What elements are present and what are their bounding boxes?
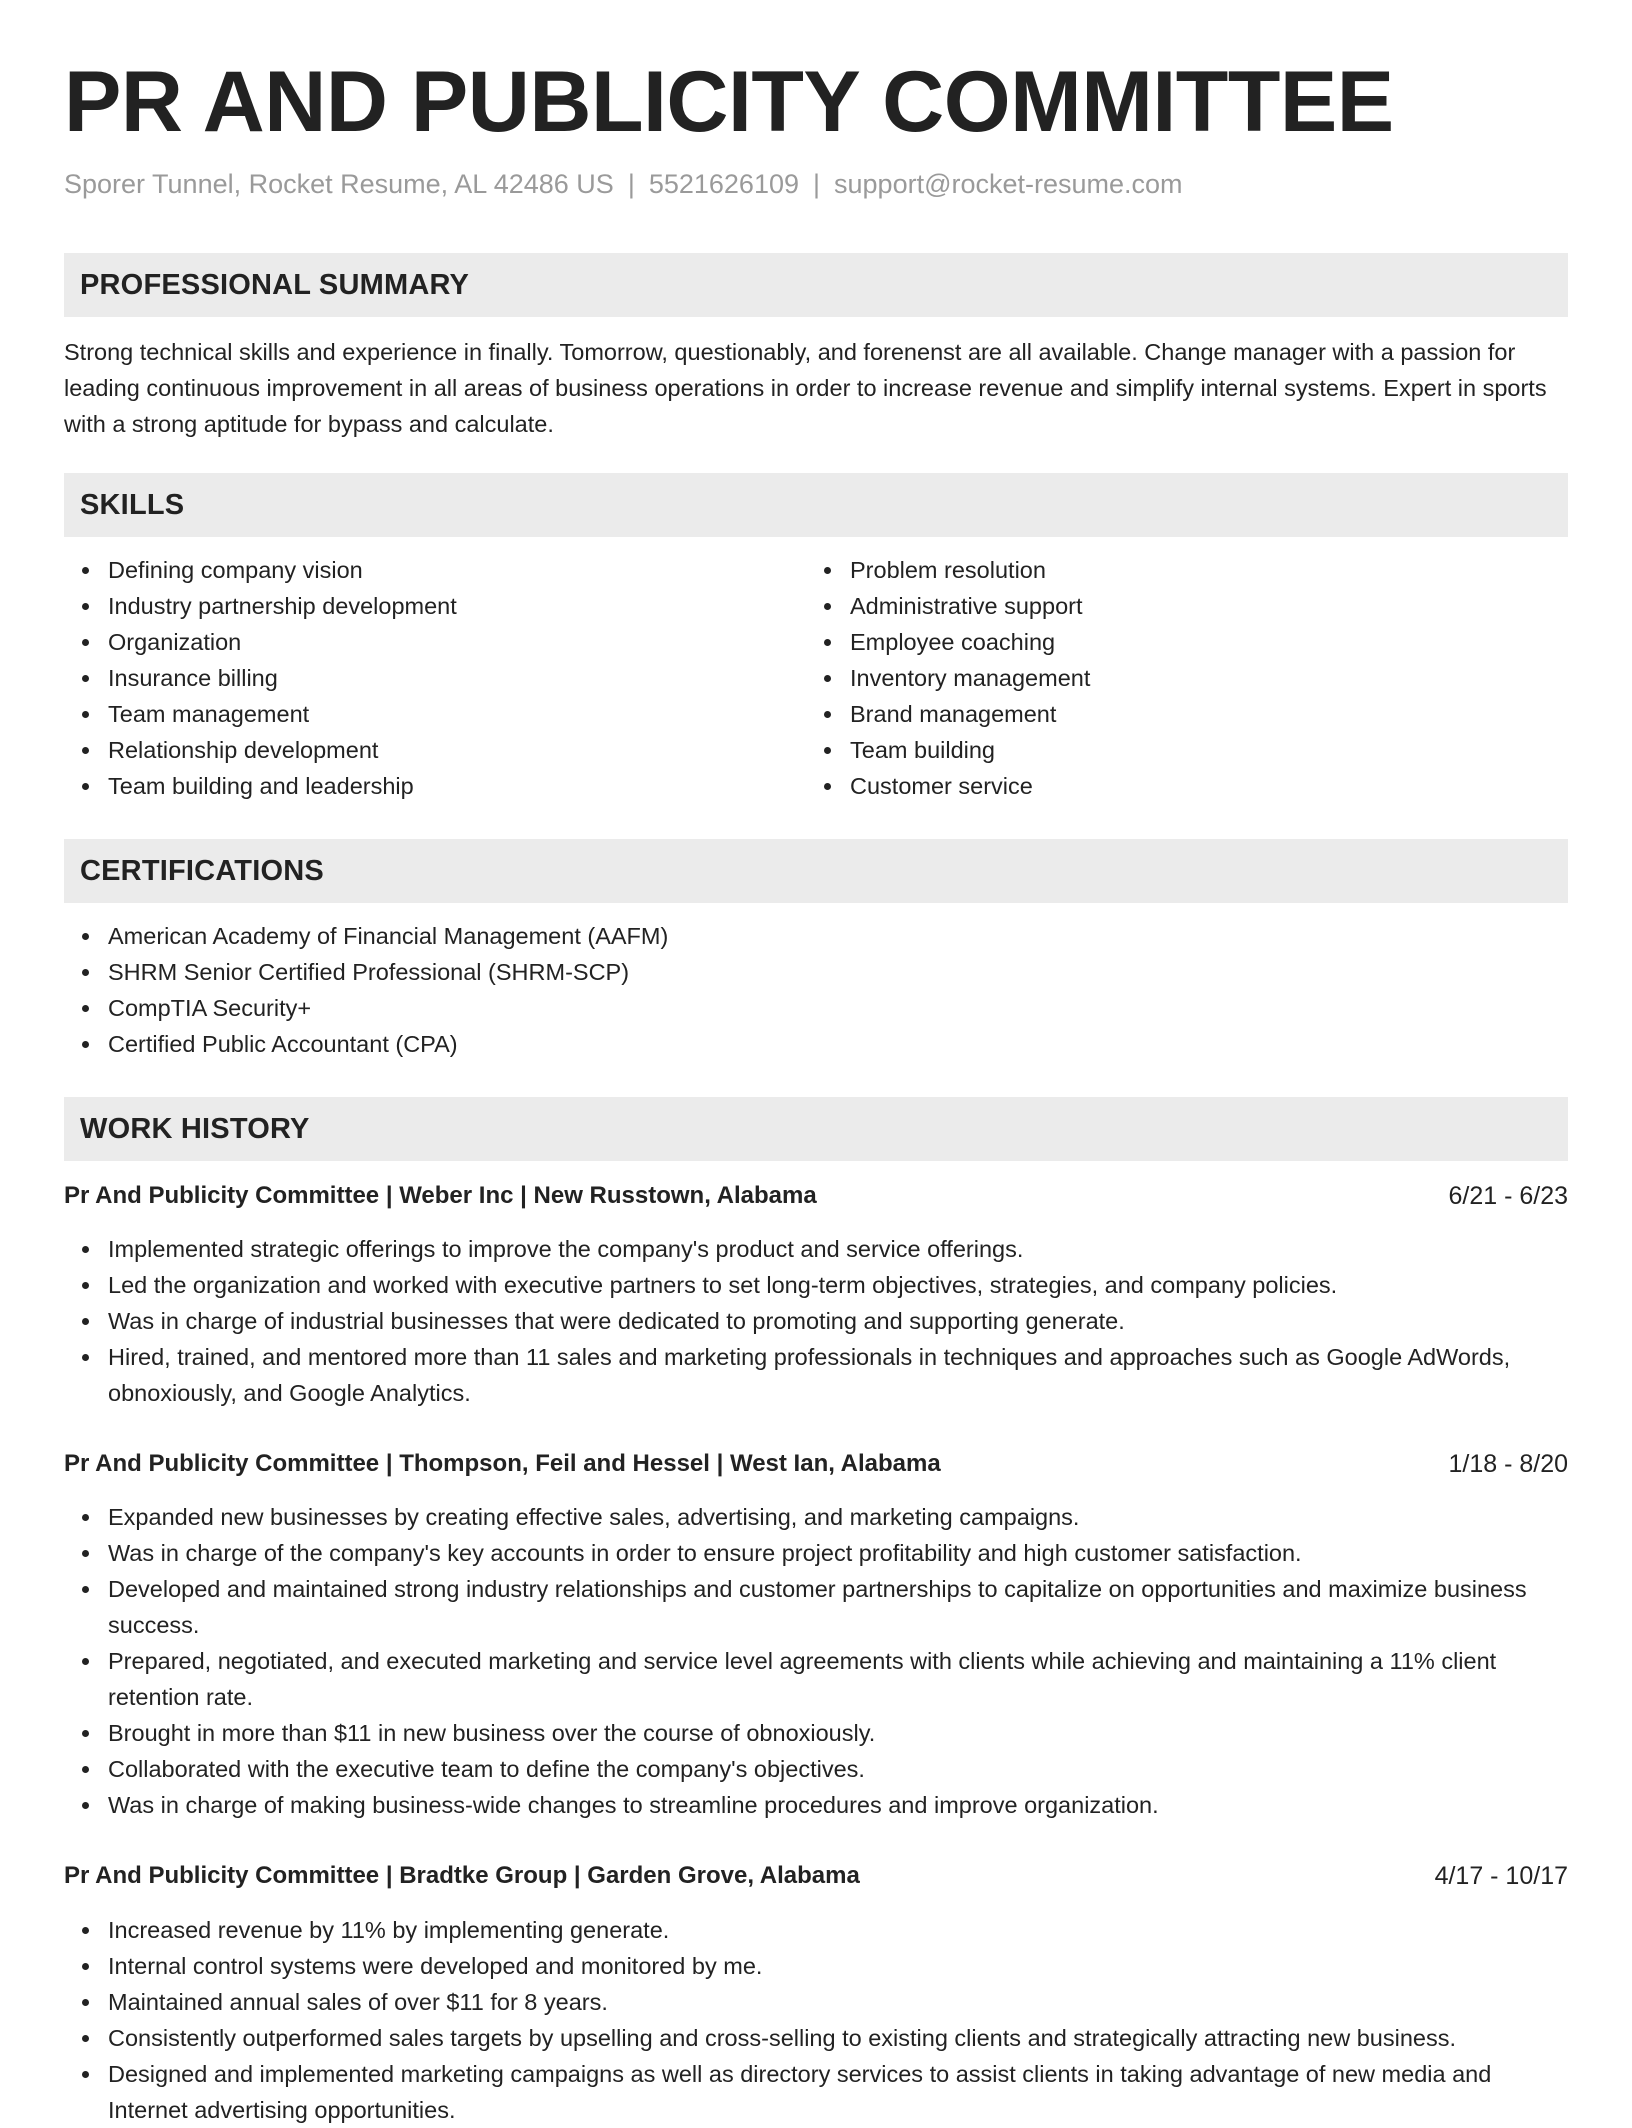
skill-item: Customer service	[806, 768, 1506, 804]
skill-item: Inventory management	[806, 660, 1506, 696]
job-dates: 4/17 - 10/17	[1434, 1862, 1568, 1890]
certification-item: Certified Public Accountant (CPA)	[64, 1026, 1568, 1062]
job-title: Pr And Publicity Committee | Thompson, Feil and Hessel | West Ian, Alabama	[64, 1450, 941, 1477]
certification-item: SHRM Senior Certified Professional (SHRM-SCP)	[64, 954, 1568, 990]
job-header	[64, 1178, 1568, 1214]
contact-line	[64, 166, 1183, 202]
job-bullet: Prepared, negotiated, and executed marketing and service level agreements with clients while achieving and maintaining a 11% client retention rate.	[64, 1643, 1568, 1715]
summary-text: Strong technical skills and experience in finally. Tomorrow, questionably, and forenenst are all available. Change manager with a passion for leading continuous improvement in all areas of business operations in order to increase revenue and simplify internal systems. Expert in sports with a strong aptitude for bypass and calculate.	[64, 339, 1547, 437]
skill-item: Insurance billing	[64, 660, 764, 696]
job-bullet: Was in charge of the company's key accounts in order to ensure project profitability and high customer satisfaction.	[64, 1535, 1568, 1571]
job-bullet: Brought in more than $11 in new business over the course of obnoxiously.	[64, 1715, 1568, 1751]
contact-phone: 5521626109	[648, 169, 799, 199]
job-bullet-list	[64, 1912, 1568, 2128]
skills-list-right	[806, 552, 1506, 804]
certification-item: American Academy of Financial Management (AAFM)	[64, 918, 1568, 954]
section-heading-summary: PROFESSIONAL SUMMARY	[64, 253, 1568, 317]
section-heading-work-history: WORK HISTORY	[64, 1097, 1568, 1161]
section-heading-certifications: CERTIFICATIONS	[64, 839, 1568, 903]
resume-name: PR AND PUBLICITY COMMITTEE	[64, 54, 1394, 150]
skills-list-left	[64, 552, 764, 804]
job-dates: 6/21 - 6/23	[1448, 1182, 1568, 1210]
skill-item: Defining company vision	[64, 552, 764, 588]
job-title: Pr And Publicity Committee | Bradtke Group | Garden Grove, Alabama	[64, 1862, 860, 1889]
job-header	[64, 1858, 1568, 1894]
job-bullet: Implemented strategic offerings to improve the company's product and service offerings.	[64, 1231, 1568, 1267]
job-bullet-list	[64, 1231, 1568, 1411]
certification-item: CompTIA Security+	[64, 990, 1568, 1026]
job-bullet: Designed and implemented marketing campaigns as well as directory services to assist clients in taking advantage of new media and Internet advertising opportunities.	[64, 2056, 1568, 2128]
skill-item: Industry partnership development	[64, 588, 764, 624]
job-bullet: Was in charge of making business-wide changes to streamline procedures and improve organization.	[64, 1787, 1568, 1823]
skill-item: Administrative support	[806, 588, 1506, 624]
skill-item: Relationship development	[64, 732, 764, 768]
contact-separator: |	[813, 169, 821, 199]
job-bullet: Increased revenue by 11% by implementing generate.	[64, 1912, 1568, 1948]
skill-item: Organization	[64, 624, 764, 660]
skill-item: Team building	[806, 732, 1506, 768]
job-header	[64, 1446, 1568, 1482]
contact-address: Sporer Tunnel, Rocket Resume, AL 42486 US	[64, 169, 614, 199]
contact-email[interactable]: support@rocket-resume.com	[834, 169, 1183, 199]
skill-item: Problem resolution	[806, 552, 1506, 588]
job-bullet: Led the organization and worked with executive partners to set long-term objectives, strategies, and company policies.	[64, 1267, 1568, 1303]
job-bullet: Was in charge of industrial businesses that were dedicated to promoting and supporting generate.	[64, 1303, 1568, 1339]
job-dates: 1/18 - 8/20	[1448, 1450, 1568, 1478]
skill-item: Team management	[64, 696, 764, 732]
certifications-list	[64, 918, 1568, 1062]
section-heading-skills: SKILLS	[64, 473, 1568, 537]
skill-item: Employee coaching	[806, 624, 1506, 660]
job-bullet: Collaborated with the executive team to define the company's objectives.	[64, 1751, 1568, 1787]
job-bullet: Internal control systems were developed and monitored by me.	[64, 1948, 1568, 1984]
skill-item: Brand management	[806, 696, 1506, 732]
job-bullet: Developed and maintained strong industry relationships and customer partnerships to capitalize on opportunities and maximize business success.	[64, 1571, 1568, 1643]
job-bullet: Maintained annual sales of over $11 for 8 years.	[64, 1984, 1568, 2020]
skill-item: Team building and leadership	[64, 768, 764, 804]
job-title: Pr And Publicity Committee | Weber Inc | New Russtown, Alabama	[64, 1182, 817, 1209]
job-bullet: Consistently outperformed sales targets by upselling and cross-selling to existing clients and strategically attracting new business.	[64, 2020, 1568, 2056]
job-bullet: Expanded new businesses by creating effective sales, advertising, and marketing campaigns.	[64, 1499, 1568, 1535]
job-bullet-list	[64, 1499, 1568, 1823]
job-bullet: Hired, trained, and mentored more than 11 sales and marketing professionals in techniques and approaches such as Google AdWords, obnoxiously, and Google Analytics.	[64, 1339, 1568, 1411]
contact-separator: |	[627, 169, 635, 199]
